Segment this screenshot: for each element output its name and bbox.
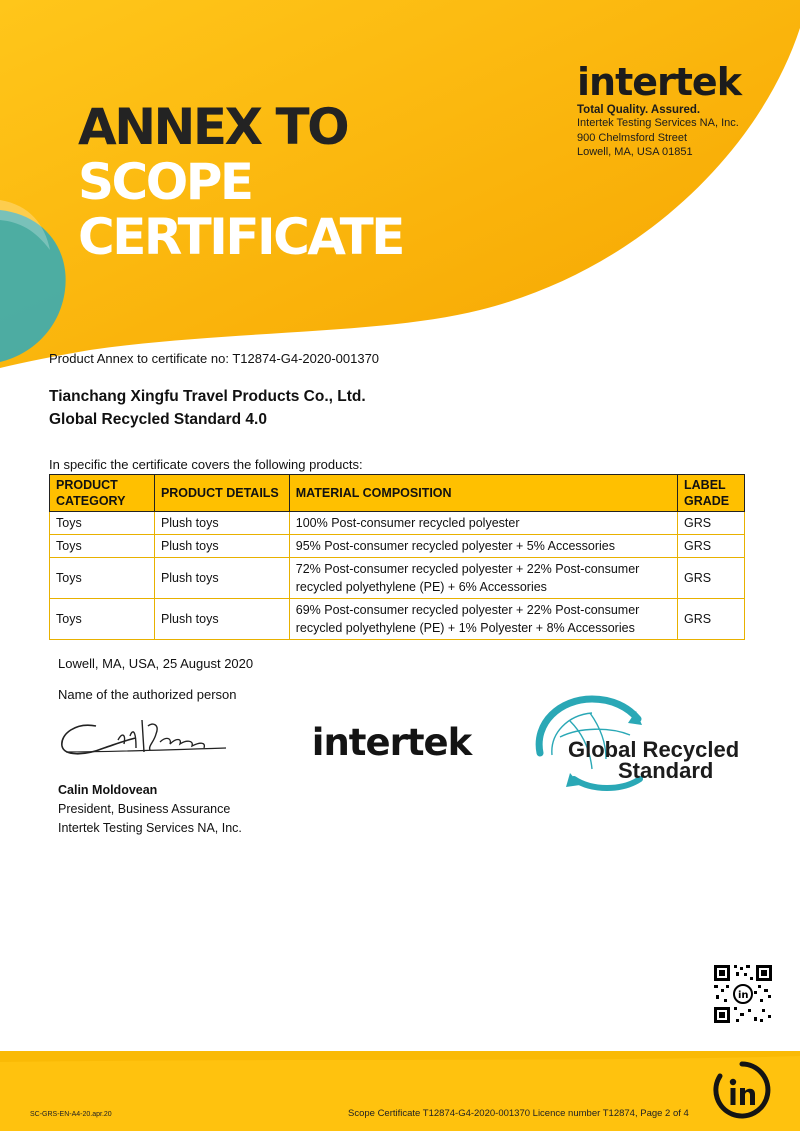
signer-name: Calin Moldovean — [58, 783, 158, 797]
intertek-header-brand — [577, 62, 741, 160]
certificate-number-line: Product Annex to certificate no: T12874-G4-2020-001370 — [49, 351, 380, 366]
cell-category: Toys — [50, 512, 155, 535]
cell-grade: GRS — [678, 512, 745, 535]
signer-block — [58, 781, 242, 838]
cell-details: Plush toys — [154, 599, 289, 640]
footer-page-info: Scope Certificate T12874-G4-2020-001370 Licence number T12874, Page 2 of 4 — [348, 1108, 689, 1119]
document-title — [78, 100, 403, 265]
svg-text:in: in — [738, 990, 749, 1001]
cell-grade: GRS — [678, 535, 745, 558]
table-row — [50, 558, 745, 599]
cell-details: Plush toys — [154, 535, 289, 558]
grs-logo — [530, 693, 745, 793]
cell-category: Toys — [50, 599, 155, 640]
products-table — [49, 474, 745, 640]
intertek-logo-center — [289, 703, 494, 781]
title-line-3: CERTIFICATE — [78, 208, 403, 266]
header-material-composition: MATERIAL COMPOSITION — [289, 475, 677, 512]
grs-text-line-2: Standard — [618, 758, 714, 783]
intertek-wordmark: intertek — [311, 720, 472, 764]
intertek-in-icon — [712, 1060, 772, 1120]
intertek-logo: intertek — [577, 60, 741, 104]
standard-name: Global Recycled Standard 4.0 — [49, 411, 267, 428]
authorized-person-label: Name of the authorized person — [58, 687, 237, 702]
header-product-details: PRODUCT DETAILS — [154, 475, 289, 512]
table-row — [50, 512, 745, 535]
cell-composition: 72% Post-consumer recycled polyester + 22% Post-consumer recycled polyethylene (PE) + 6% Accessories — [289, 558, 677, 599]
cell-category: Toys — [50, 535, 155, 558]
cell-composition: 100% Post-consumer recycled polyester — [289, 512, 677, 535]
signer-organization: Intertek Testing Services NA, Inc. — [58, 821, 242, 835]
address-line-3: Lowell, MA, USA 01851 — [577, 146, 693, 158]
cell-grade: GRS — [678, 558, 745, 599]
footer-form-code: SC-GRS-EN-A4-20.apr.20 — [30, 1111, 112, 1118]
header-product-category: PRODUCT CATEGORY — [50, 475, 155, 512]
covers-intro: In specific the certificate covers the following products: — [49, 457, 363, 472]
table-header-row — [50, 475, 745, 512]
cell-composition: 95% Post-consumer recycled polyester + 5% Accessories — [289, 535, 677, 558]
cell-composition: 69% Post-consumer recycled polyester + 22% Post-consumer recycled polyethylene (PE) + 1% Polyester + 8% Accessories — [289, 599, 677, 640]
address-line-1: Intertek Testing Services NA, Inc. — [577, 117, 739, 129]
header-label-grade: LABEL GRADE — [678, 475, 745, 512]
signer-title: President, Business Assurance — [58, 802, 231, 816]
footer-band — [0, 1051, 800, 1131]
cell-grade: GRS — [678, 599, 745, 640]
qr-code — [712, 963, 774, 1025]
cell-category: Toys — [50, 558, 155, 599]
title-line-1: ANNEX TO — [78, 98, 348, 156]
grs-text-line-1: Global Recycled — [568, 737, 740, 762]
address-line-2: 900 Chelmsford Street — [577, 131, 688, 144]
brand-address — [577, 116, 741, 160]
title-line-2: SCOPE — [78, 153, 252, 211]
table-row — [50, 599, 745, 640]
signature-image — [56, 712, 231, 764]
cell-details: Plush toys — [154, 558, 289, 599]
company-block — [49, 385, 366, 431]
company-name: Tianchang Xingfu Travel Products Co., Ltd. — [49, 388, 366, 405]
cell-details: Plush toys — [154, 512, 289, 535]
place-and-date: Lowell, MA, USA, 25 August 2020 — [58, 656, 254, 671]
table-row — [50, 535, 745, 558]
brand-tagline: Total Quality. Assured. — [577, 104, 701, 116]
